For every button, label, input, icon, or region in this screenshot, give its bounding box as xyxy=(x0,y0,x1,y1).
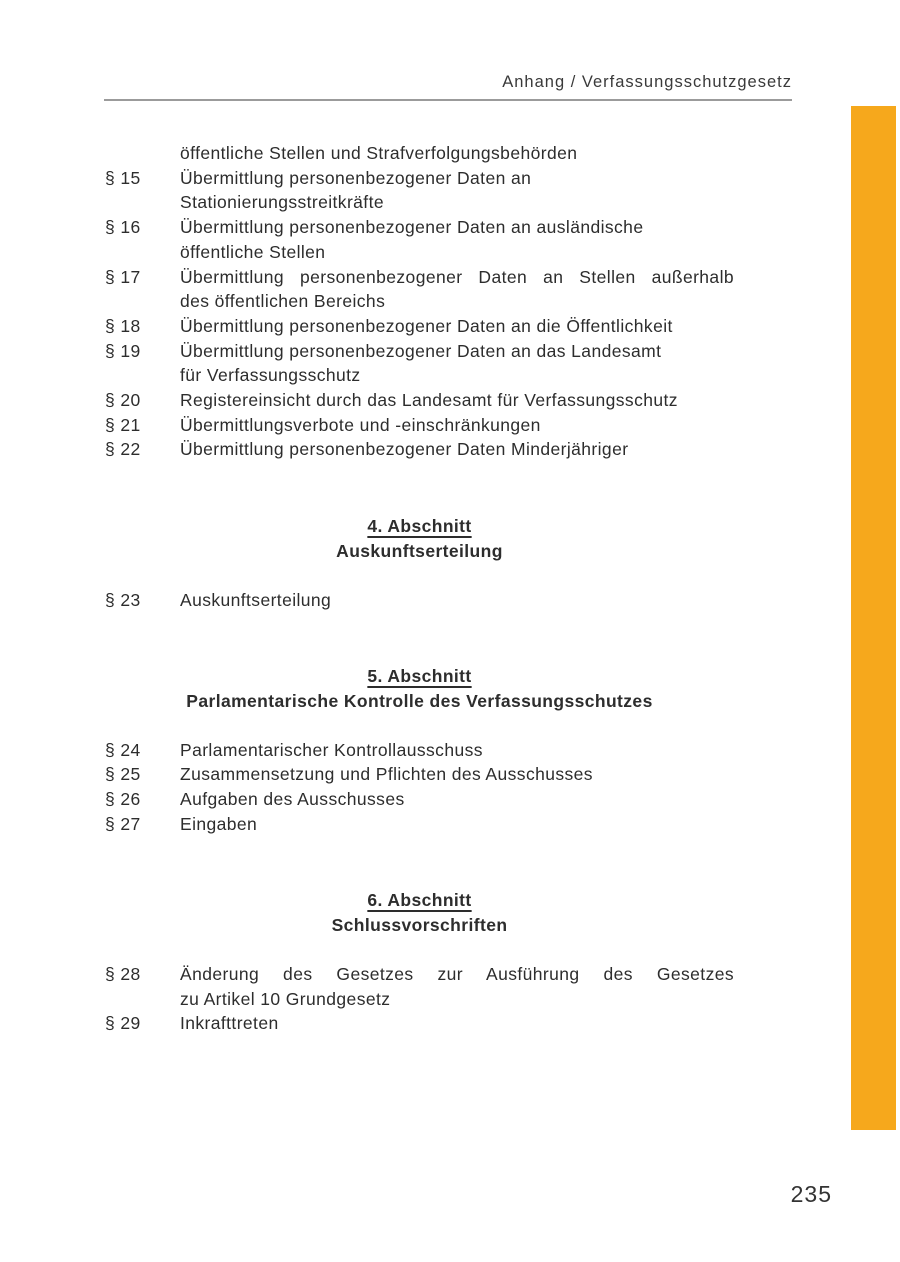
toc-line: Stationierungsstreitkräfte xyxy=(180,192,384,213)
toc-entry-number: § 26 xyxy=(105,789,141,810)
toc-entry-number: § 29 xyxy=(105,1013,141,1034)
toc-section xyxy=(105,664,734,836)
toc-line: Änderung des Gesetzes zur Ausführung des Gesetzes xyxy=(180,963,734,984)
section-subtitle: Parlamentarische Kontrolle des Verfassungsschutzes xyxy=(186,690,653,711)
toc-entry-text xyxy=(180,339,734,388)
section-entries xyxy=(105,588,734,613)
toc-entry-text xyxy=(180,265,734,314)
toc-entry-text xyxy=(180,215,734,264)
toc-entry-text xyxy=(180,388,734,413)
toc-entry-number: § 18 xyxy=(105,315,141,336)
toc-entry-number: § 25 xyxy=(105,764,141,785)
toc-line: Parlamentarischer Kontrollausschuss xyxy=(180,739,483,760)
section-subtitle: Auskunftserteilung xyxy=(336,540,503,561)
toc-entry xyxy=(105,812,734,837)
toc-line: für Verfassungsschutz xyxy=(180,365,361,386)
toc-line: Übermittlung personenbezogener Daten an ausländische xyxy=(180,217,644,238)
toc-entries-continued xyxy=(105,141,734,462)
section-subtitle: Schlussvorschriften xyxy=(331,915,508,936)
section-title: 5. Abschnitt xyxy=(367,666,472,687)
section-entries xyxy=(105,738,734,837)
toc-entry xyxy=(105,388,734,413)
toc-line: Auskunftserteilung xyxy=(180,589,332,610)
toc-entry-number: § 20 xyxy=(105,390,141,411)
toc-entry-text xyxy=(180,762,734,787)
toc-entry-number: § 24 xyxy=(105,739,141,760)
toc-entry xyxy=(105,962,734,1011)
section-heading xyxy=(105,888,734,913)
toc-entry-text xyxy=(180,141,734,166)
toc-line: Übermittlung personenbezogener Daten an Stellen außerhalb xyxy=(180,266,734,287)
toc-entry-text xyxy=(180,437,734,462)
section-title: 6. Abschnitt xyxy=(367,890,472,911)
toc-entry-text xyxy=(180,787,734,812)
toc-line: öffentliche Stellen und Strafverfolgungsbehörden xyxy=(180,143,578,163)
toc-entry-number: § 28 xyxy=(105,963,141,984)
toc-entry xyxy=(105,166,734,215)
section-heading xyxy=(105,514,734,539)
toc-entry xyxy=(105,314,734,339)
toc-line: Übermittlung personenbezogener Daten an die Öffentlichkeit xyxy=(180,315,673,336)
toc-entry-number: § 15 xyxy=(105,167,141,188)
toc-line: Zusammensetzung und Pflichten des Ausschusses xyxy=(180,764,593,785)
toc-line: Übermittlung personenbezogener Daten an xyxy=(180,167,532,188)
toc-line: zu Artikel 10 Grundgesetz xyxy=(180,988,391,1009)
toc-sections xyxy=(105,514,734,1036)
toc-entry-text xyxy=(180,738,734,763)
toc-section xyxy=(105,888,734,1036)
toc-line: Übermittlung personenbezogener Daten an das Landesamt xyxy=(180,340,662,361)
running-head: Anhang / Verfassungsschutzgesetz xyxy=(502,73,792,91)
section-title: 4. Abschnitt xyxy=(367,516,472,537)
toc-entry xyxy=(105,1011,734,1036)
toc-entry-text xyxy=(180,588,734,613)
accent-bar xyxy=(851,106,896,1130)
toc-entry xyxy=(105,265,734,314)
toc-line: Registereinsicht durch das Landesamt für Verfassungsschutz xyxy=(180,390,678,411)
toc-line: Übermittlung personenbezogener Daten Minderjähriger xyxy=(180,439,629,460)
toc-entry-number: § 21 xyxy=(105,414,141,435)
toc-entry-number: § 23 xyxy=(105,589,141,610)
page-number: 235 xyxy=(790,1181,832,1207)
table-of-contents xyxy=(105,141,734,1036)
toc-entry-text xyxy=(180,962,734,1011)
toc-entry-text xyxy=(180,1011,734,1036)
toc-entry-number: § 16 xyxy=(105,217,141,238)
page-header xyxy=(104,72,792,101)
toc-entry-text xyxy=(180,812,734,837)
toc-entry-text xyxy=(180,413,734,438)
toc-section xyxy=(105,514,734,612)
toc-line: Inkrafttreten xyxy=(180,1013,279,1034)
toc-line: Aufgaben des Ausschusses xyxy=(180,789,405,810)
toc-entry-number xyxy=(105,141,180,166)
toc-entry xyxy=(105,339,734,388)
toc-entry-number: § 19 xyxy=(105,340,141,361)
toc-entry xyxy=(105,588,734,613)
toc-line: Übermittlungsverbote und -einschränkungen xyxy=(180,414,541,435)
toc-entry xyxy=(105,738,734,763)
toc-line: des öffentlichen Bereichs xyxy=(180,291,386,312)
toc-entry-text xyxy=(180,314,734,339)
toc-line: öffentliche Stellen xyxy=(180,241,326,262)
toc-entry xyxy=(105,762,734,787)
toc-entry xyxy=(105,215,734,264)
toc-entry xyxy=(105,787,734,812)
section-entries xyxy=(105,962,734,1036)
section-heading xyxy=(105,664,734,689)
toc-entry xyxy=(105,413,734,438)
toc-line: Eingaben xyxy=(180,813,258,834)
toc-entry-text xyxy=(180,166,734,215)
toc-entry-number: § 22 xyxy=(105,439,141,460)
toc-entry-number: § 17 xyxy=(105,266,141,287)
toc-entry-number: § 27 xyxy=(105,813,141,834)
toc-entry xyxy=(105,437,734,462)
toc-entry xyxy=(105,141,734,166)
